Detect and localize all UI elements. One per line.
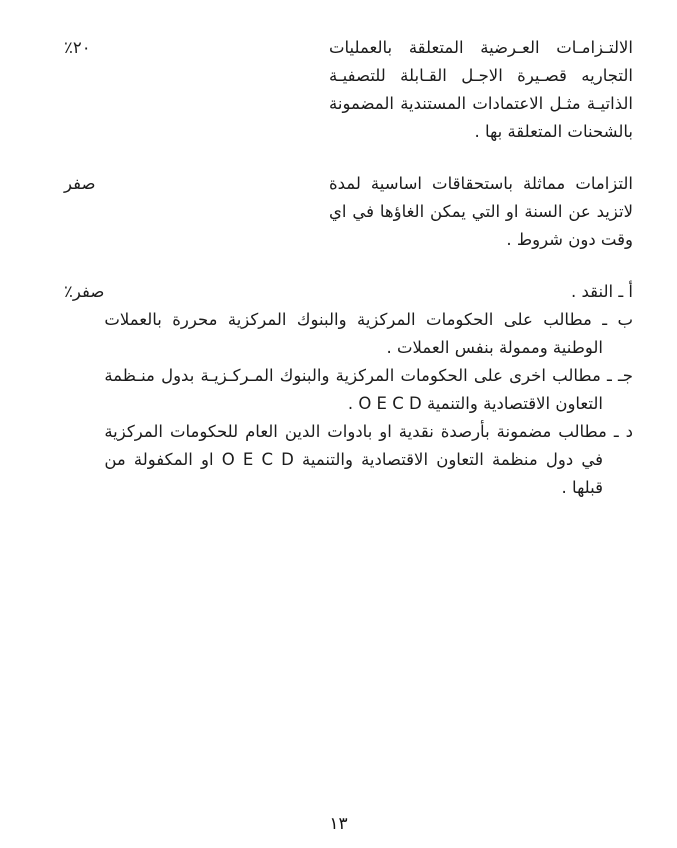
- list-item: أ ـ النقد .: [571, 282, 633, 301]
- entry-text: التزامات مماثلة باستحقاقات اساسية لمدة لاتزيد عن السنة او التي يمكن الغاؤها في اي وقت دون شروط .: [329, 174, 633, 249]
- entry-text: الالتـزامـات العـرضية المتعلقة بالعمليات التجاريه قصـيرة الاجـل القـابلة للتصفيـة الذاتيـة مثـل الاعتمادات المستندية المضمونة بالشحنات المتعلقة بها .: [329, 38, 633, 141]
- entry-contingent-obligations: [58, 34, 633, 146]
- entry-zero-percent-list: [58, 278, 633, 502]
- list-item: د ـ مطالب مضمونة بأرصدة نقدية او بادوات الدين العام للحكومات المركزية في دول منظمة التعاون الاقتصادية والتنمية O E C D او المكفولة من قبلها .: [104, 422, 633, 497]
- entry-list-column: [104, 278, 633, 502]
- entry-text-column: [329, 34, 633, 146]
- list-item: جـ ـ مطالب اخرى على الحكومات المركزية والبنوك المـركـزيـة بدول منـظمة التعاون الاقتصادية والتنمية O E C D .: [104, 366, 633, 413]
- page-number: ١٣: [329, 814, 348, 834]
- rate-value: صفر٪: [64, 282, 105, 301]
- entry-text-column: [329, 170, 633, 254]
- rate-value: صفر: [64, 174, 96, 193]
- document-content: [58, 34, 633, 526]
- list-item: ب ـ مطالب على الحكومات المركزية والبنوك المركزية محررة بالعملات الوطنية وممولة بنفس العملات .: [104, 310, 633, 357]
- rate-value: ٢٠٪: [64, 38, 91, 57]
- entry-similar-obligations: [58, 170, 633, 254]
